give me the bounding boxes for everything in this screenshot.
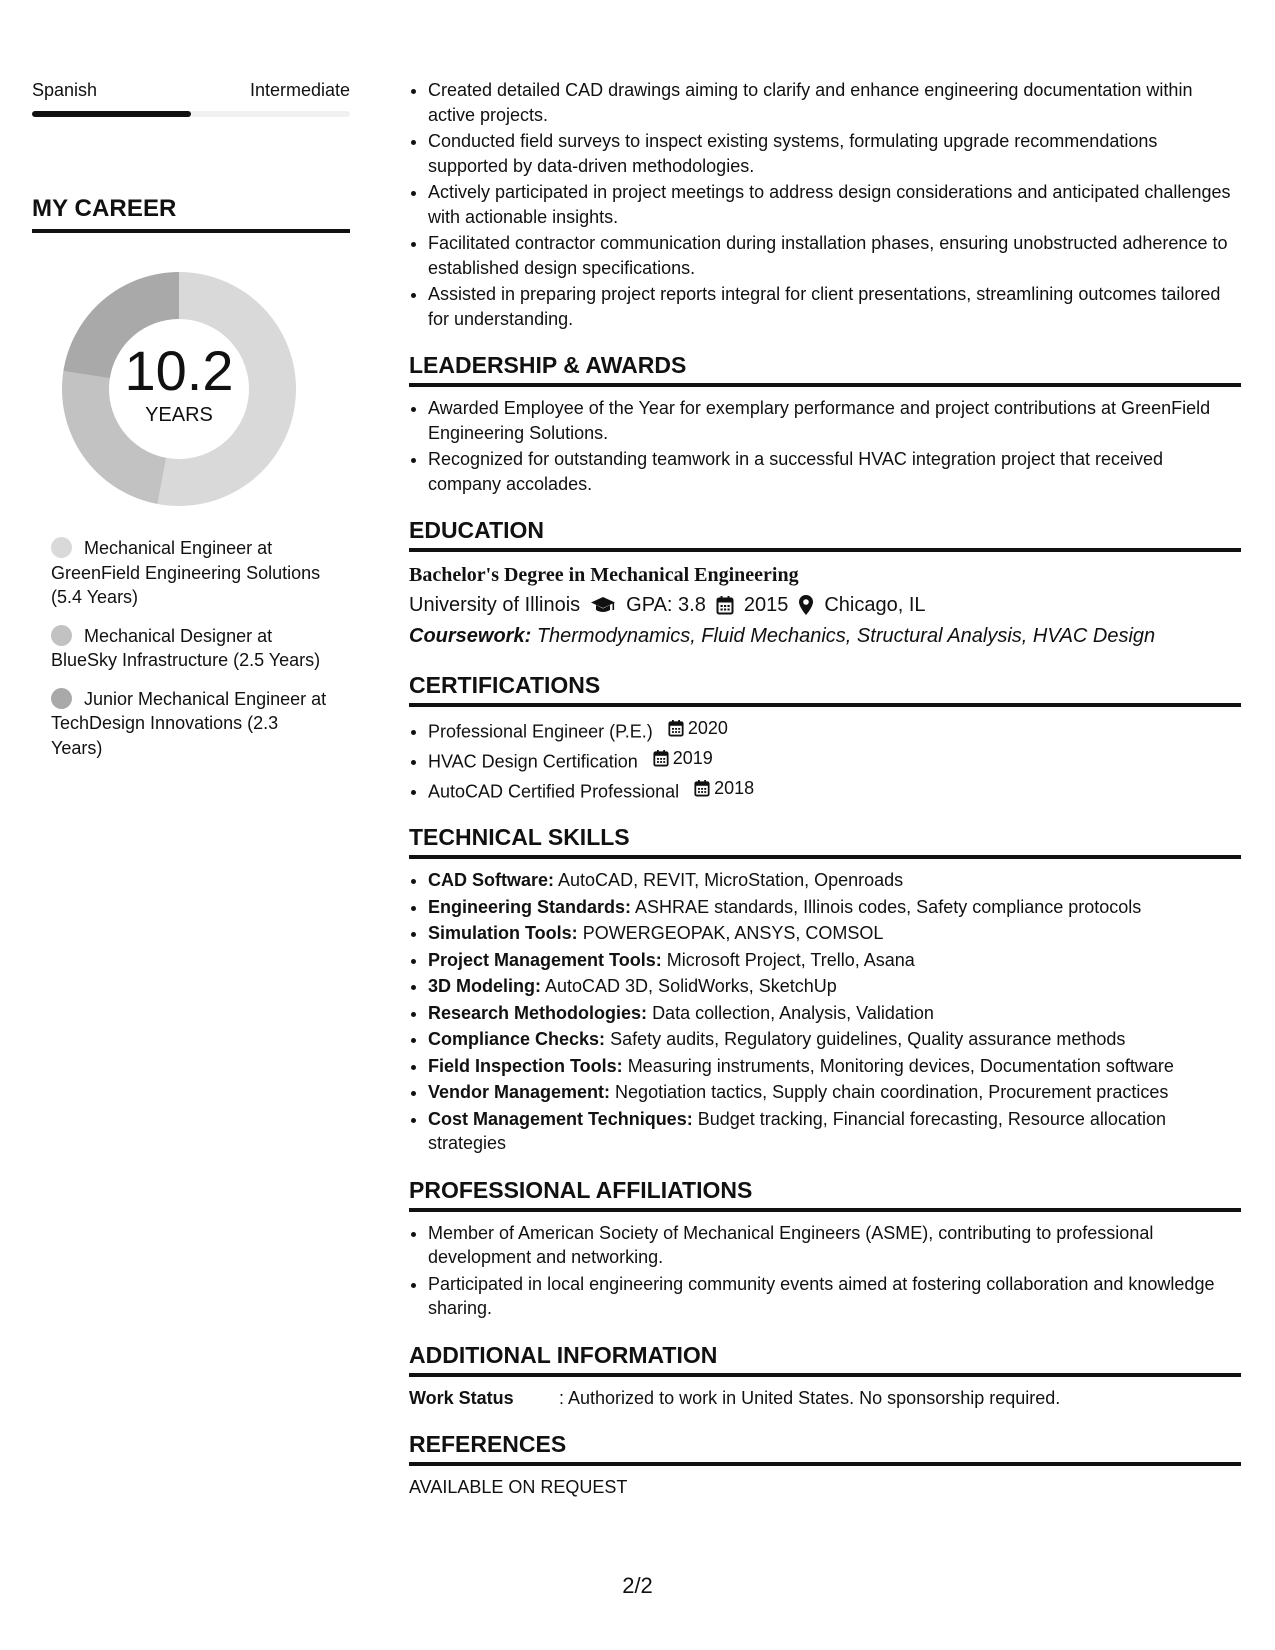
graduation-cap-icon: [590, 595, 616, 615]
skill-value: POWERGEOPAK, ANSYS, COMSOL: [582, 923, 884, 944]
certifications-heading: CERTIFICATIONS: [409, 672, 601, 698]
experience-bullet: • Facilitated contractor communication during installation phases, ensuring unobstructed adherence to established design specifications.: [428, 231, 1241, 280]
education-heading: EDUCATION: [409, 517, 545, 543]
map-pin-icon: [798, 594, 814, 616]
section-rule: [409, 1373, 1241, 1377]
skill-value: ASHRAE standards, Illinois codes, Safety compliance protocols: [635, 896, 1142, 917]
affiliations-list: [409, 1221, 1241, 1321]
certification-year-text: 2019: [672, 747, 713, 768]
skill-value: Safety audits, Regulatory guidelines, Quality assurance methods: [610, 1029, 1126, 1050]
skill-label: Field Inspection Tools:: [428, 1055, 623, 1076]
work-status-value: : Authorized to work in United States. No sponsorship required.: [559, 1387, 1061, 1408]
skill-label: Simulation Tools:: [428, 923, 578, 944]
calendar-icon: [668, 719, 684, 737]
certification-year: [694, 776, 754, 801]
section-rule: [409, 1208, 1241, 1212]
certification-item: [428, 746, 1241, 774]
career-heading: MY CAREER: [32, 195, 177, 222]
skill-label: Compliance Checks:: [428, 1029, 606, 1050]
skill-item: [428, 895, 1241, 920]
legend-dot-icon: [51, 537, 72, 558]
career-legend: [51, 536, 331, 760]
skill-value: Budget tracking, Financial forecasting, Resource allocation strategies: [428, 1108, 1166, 1154]
leadership-item: • Awarded Employee of the Year for exemplary performance and project contributions at GreenField Engineering Solutions.: [428, 396, 1241, 445]
experience-bullet: • Created detailed CAD drawings aiming to clarify and enhance engineering documentation within active projects.: [428, 78, 1241, 127]
certification-name: HVAC Design Certification: [428, 751, 638, 771]
career-heading-rule: [32, 229, 350, 233]
work-status-row: [409, 1386, 1241, 1410]
career-total-label: YEARS: [145, 404, 213, 426]
skill-label: Cost Management Techniques:: [428, 1108, 693, 1129]
certification-year-text: 2018: [714, 777, 755, 798]
career-legend-text: Junior Mechanical Engineer at TechDesign Innovations (2.3 Years): [51, 688, 327, 758]
skill-item: [428, 1001, 1241, 1026]
skill-value: AutoCAD 3D, SolidWorks, SketchUp: [545, 976, 837, 997]
certifications-list: [409, 716, 1241, 803]
experience-bullet: • Conducted field surveys to inspect existing systems, formulating upgrade recommendations supported by data-driven methodologies.: [428, 129, 1241, 178]
skill-item: [428, 974, 1241, 999]
skill-label: CAD Software:: [428, 870, 555, 891]
legend-dot-icon: [51, 688, 72, 709]
leadership-item: • Recognized for outstanding teamwork in a successful HVAC integration project that received company accolades.: [428, 447, 1241, 496]
section-rule: [409, 548, 1241, 552]
skill-value: Negotiation tactics, Supply chain coordination, Procurement practices: [615, 1082, 1169, 1103]
skill-value: Data collection, Analysis, Validation: [652, 1002, 934, 1023]
language-proficiency-fill: [32, 111, 191, 117]
page-number: 2/2: [622, 1573, 653, 1598]
skill-item: [428, 868, 1241, 893]
career-legend-item: [51, 536, 331, 610]
skill-item: [428, 1107, 1241, 1156]
affiliation-item: • Participated in local engineering community events aimed at fostering collaboration and knowledge sharing.: [428, 1272, 1241, 1321]
language-level: Intermediate: [249, 80, 350, 100]
coursework-list: Thermodynamics, Fluid Mechanics, Structural Analysis, HVAC Design: [536, 625, 1156, 647]
skill-label: Research Methodologies:: [428, 1002, 648, 1023]
main-content: [409, 78, 1241, 1499]
references-heading: REFERENCES: [409, 1430, 567, 1457]
certification-year: [653, 746, 713, 771]
section-rule: [409, 855, 1241, 859]
affiliations-heading: PROFESSIONAL AFFILIATIONS: [409, 1176, 753, 1203]
skill-item: [428, 1027, 1241, 1052]
skill-label: Vendor Management:: [428, 1082, 611, 1103]
certification-item: [428, 776, 1241, 804]
skill-item: [428, 1080, 1241, 1105]
career-donut-chart: [56, 266, 302, 512]
experience-bullet: • Assisted in preparing project reports integral for client presentations, streamlining outcomes tailored for understanding.: [428, 282, 1241, 331]
leadership-list: [409, 396, 1241, 496]
degree-title: Bachelor's Degree in Mechanical Engineering: [409, 564, 799, 586]
skill-value: Measuring instruments, Monitoring devices, Documentation software: [627, 1055, 1174, 1076]
skills-heading: TECHNICAL SKILLS: [409, 824, 630, 851]
leadership-heading: LEADERSHIP & AWARDS: [409, 352, 687, 378]
language-row: [32, 78, 350, 102]
skills-list: [409, 868, 1241, 1156]
coursework: [409, 621, 1241, 651]
career-total-years: 10.2: [124, 339, 234, 402]
skill-value: Microsoft Project, Trello, Asana: [666, 949, 915, 970]
experience-bullets: [409, 78, 1241, 331]
calendar-icon: [716, 595, 734, 615]
work-status-label: Work Status: [409, 1387, 514, 1408]
certification-year-text: 2020: [687, 718, 728, 738]
career-legend-item: [51, 624, 331, 673]
skill-item: [428, 921, 1241, 946]
certification-item: [428, 716, 1241, 744]
additional-info-heading: ADDITIONAL INFORMATION: [409, 1341, 718, 1368]
section-rule: [409, 703, 1241, 707]
skill-label: Engineering Standards:: [428, 896, 632, 917]
language-name: Spanish: [32, 80, 98, 100]
affiliation-item: • Member of American Society of Mechanical Engineers (ASME), contributing to professional development and networking.: [428, 1221, 1241, 1270]
skill-label: Project Management Tools:: [428, 949, 662, 970]
career-legend-item: [51, 687, 331, 761]
donut-center: [56, 266, 302, 512]
skill-value: AutoCAD, REVIT, MicroStation, Openroads: [558, 870, 904, 891]
experience-bullet: • Actively participated in project meetings to address design considerations and anticipated challenges with actionable insights.: [428, 180, 1241, 229]
language-proficiency-bar: [32, 111, 350, 117]
education-meta: [409, 590, 1241, 620]
skill-label: 3D Modeling:: [428, 976, 541, 997]
calendar-icon: [653, 749, 669, 767]
section-rule: [409, 383, 1241, 387]
career-legend-text: Mechanical Designer at BlueSky Infrastructure (2.5 Years): [51, 625, 321, 670]
coursework-label: Coursework:: [409, 625, 532, 647]
certification-year: [668, 716, 728, 741]
school-name: University of Illinois: [409, 594, 581, 616]
skill-item: [428, 1054, 1241, 1079]
section-rule: [409, 1462, 1241, 1466]
references-text: AVAILABLE ON REQUEST: [409, 1476, 628, 1497]
career-legend-text: Mechanical Engineer at GreenField Engineering Solutions (5.4 Years): [51, 538, 321, 607]
calendar-icon: [694, 779, 710, 797]
sidebar: [32, 78, 350, 774]
school-location: Chicago, IL: [824, 594, 926, 616]
certification-name: AutoCAD Certified Professional: [428, 780, 680, 801]
certification-name: Professional Engineer (P.E.): [428, 721, 653, 742]
legend-dot-icon: [51, 625, 72, 646]
graduation-year: 2015: [743, 594, 789, 616]
gpa: GPA: 3.8: [626, 594, 706, 616]
skill-item: [428, 948, 1241, 973]
